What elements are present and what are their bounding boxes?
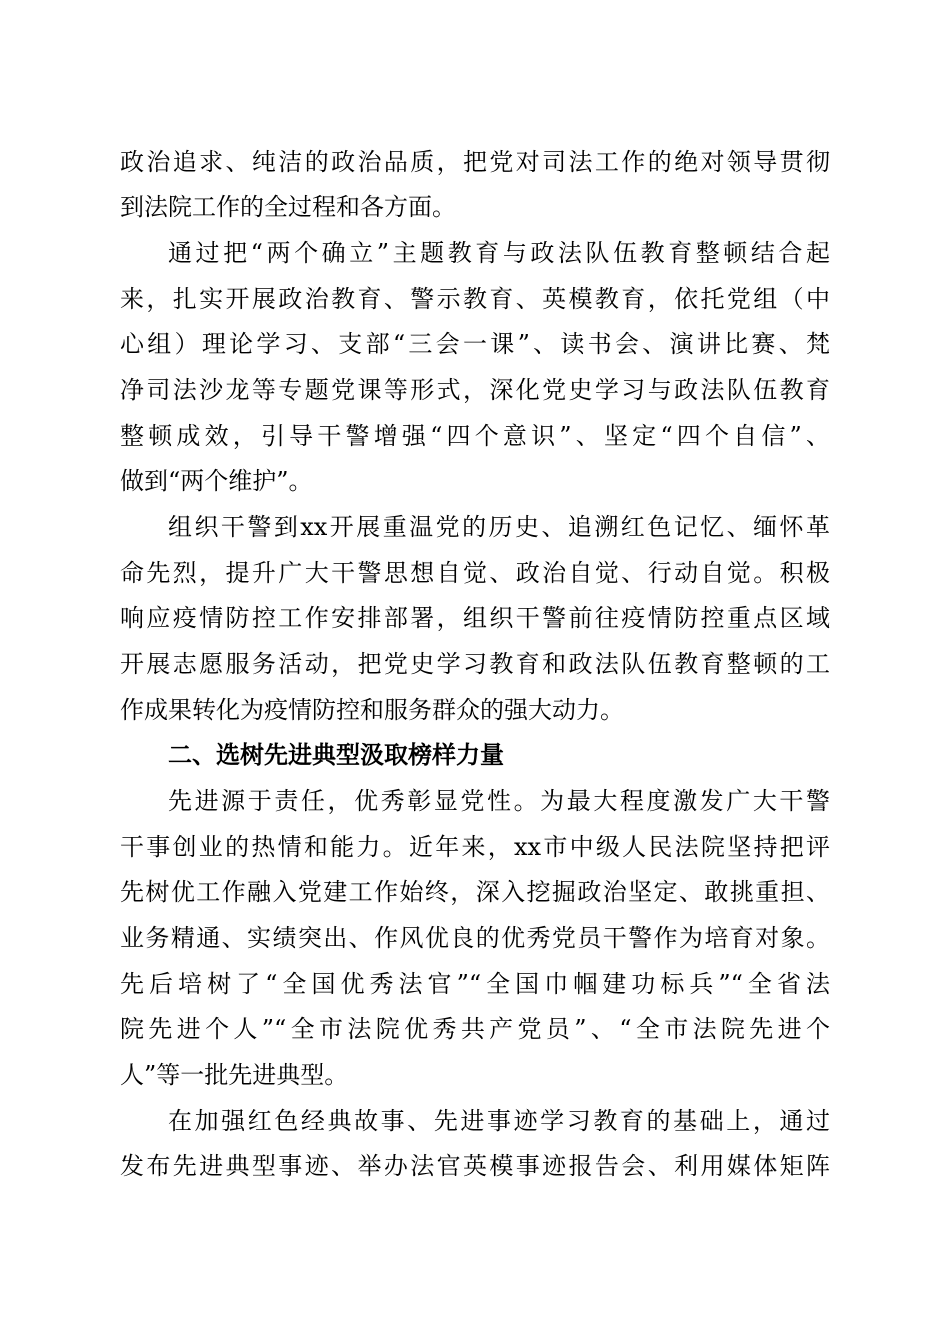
body-text-line: 命先烈，提升广大干警思想自觉、政治自觉、行动自觉。积极	[120, 559, 830, 587]
body-text-line: 净司法沙龙等专题党课等形式，深化党史学习与政法队伍教育	[120, 376, 830, 404]
body-text-line: 整顿成效，引导干警增强“四个意识”、坚定“四个自信”、	[120, 422, 830, 450]
section-heading: 二、选树先进典型汲取榜样力量	[168, 741, 504, 769]
body-text-line: 开展志愿服务活动，把党史学习教育和政法队伍教育整顿的工	[120, 650, 830, 678]
body-text-line: 先树优工作融入党建工作始终，深入挖掘政治坚定、敢挑重担、	[120, 878, 830, 906]
body-text-line: 发布先进典型事迹、举办法官英模事迹报告会、利用媒体矩阵	[120, 1152, 830, 1180]
body-text-line: 在加强红色经典故事、先进事迹学习教育的基础上，通过	[168, 1107, 830, 1135]
body-text-line: 响应疫情防控工作安排部署，组织干警前往疫情防控重点区域	[120, 604, 830, 632]
body-text-line: 组织干警到xx开展重温党的历史、追溯红色记忆、缅怀革	[168, 513, 830, 541]
body-text-line: 作成果转化为疫情防控和服务群众的强大动力。	[120, 696, 624, 724]
body-text-line: 人”等一批先进典型。	[120, 1061, 349, 1089]
body-text-line: 心组）理论学习、支部“三会一课”、读书会、演讲比赛、梵	[120, 330, 830, 358]
body-text-line: 干事创业的热情和能力。近年来，xx市中级人民法院坚持把评	[120, 833, 830, 861]
body-text-line: 通过把“两个确立”主题教育与政法队伍教育整顿结合起	[168, 239, 830, 267]
body-text-line: 先后培树了“全国优秀法官”“全国巾帼建功标兵”“全省法	[120, 970, 830, 998]
body-text-line: 政治追求、纯洁的政治品质，把党对司法工作的绝对领导贯彻	[120, 148, 830, 176]
body-text-line: 来，扎实开展政治教育、警示教育、英模教育，依托党组（中	[120, 285, 830, 313]
body-text-line: 做到“两个维护”。	[120, 467, 313, 495]
body-text-line: 先进源于责任，优秀彰显党性。为最大程度激发广大干警	[168, 787, 830, 815]
body-text-line: 院先进个人”“全市法院优秀共产党员”、“全市法院先进个	[120, 1015, 830, 1043]
body-text-line: 到法院工作的全过程和各方面。	[120, 193, 456, 221]
body-text-line: 业务精通、实绩突出、作风优良的优秀党员干警作为培育对象。	[120, 924, 830, 952]
